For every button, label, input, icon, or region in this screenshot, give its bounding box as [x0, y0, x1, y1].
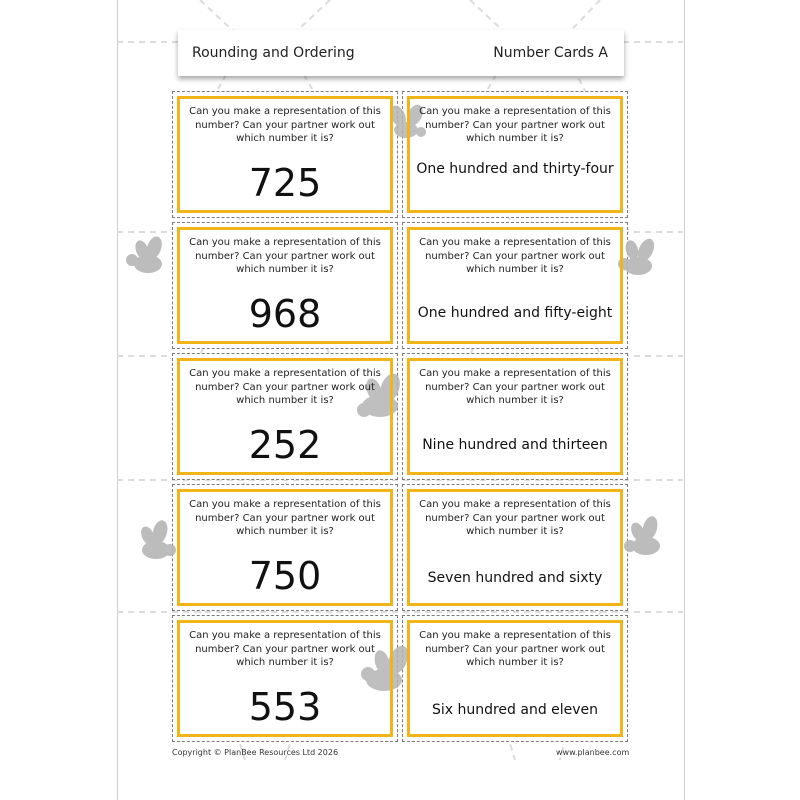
card-prompt: Can you make a representation of this number? Can your partner work out which number it is?	[419, 237, 611, 275]
number-card	[177, 489, 393, 606]
number-card	[177, 96, 393, 213]
number-card	[177, 227, 393, 344]
website-text: www.planbee.com	[556, 748, 630, 757]
word-card	[407, 489, 623, 606]
bee-icon	[620, 516, 670, 560]
card-prompt: Can you make a representation of this number? Can your partner work out which number it is?	[419, 368, 611, 406]
worksheet-title: Rounding and Ordering	[192, 45, 355, 61]
card-prompt: Can you make a representation of this number? Can your partner work out which number it is?	[189, 106, 381, 144]
card-number-words: One hundred and thirty-four	[416, 161, 614, 177]
card-prompt: Can you make a representation of this number? Can your partner work out which number it is?	[419, 499, 611, 537]
card-number: 553	[248, 685, 322, 729]
card-number: 725	[248, 161, 322, 205]
card-number-words: Nine hundred and thirteen	[422, 437, 608, 453]
card-prompt: Can you make a representation of this number? Can your partner work out which number it is?	[189, 237, 381, 275]
card-prompt: Can you make a representation of this number? Can your partner work out which number it is?	[189, 499, 381, 537]
worksheet-subtitle: Number Cards A	[493, 45, 608, 61]
card-prompt: Can you make a representation of this number? Can your partner work out which number it is?	[189, 368, 381, 406]
word-card	[407, 358, 623, 475]
word-card	[407, 96, 623, 213]
worksheet-header	[178, 30, 624, 76]
number-card	[177, 358, 393, 475]
card-number-words: One hundred and fifty-eight	[417, 305, 613, 321]
copyright-text: Copyright © PlanBee Resources Ltd 2026	[172, 748, 339, 757]
card-prompt: Can you make a representation of this number? Can your partner work out which number it is?	[419, 630, 611, 668]
card-number: 750	[248, 554, 322, 598]
bee-icon	[130, 520, 180, 564]
word-card	[407, 620, 623, 737]
card-prompt: Can you make a representation of this number? Can your partner work out which number it is?	[419, 106, 611, 144]
card-number: 252	[248, 423, 322, 467]
card-number-words: Six hundred and eleven	[431, 702, 599, 718]
card-number: 968	[248, 292, 322, 336]
card-number-words: Seven hundred and sixty	[427, 570, 603, 586]
bee-icon	[122, 236, 172, 278]
card-prompt: Can you make a representation of this number? Can your partner work out which number it is?	[189, 630, 381, 668]
number-card	[177, 620, 393, 737]
word-card	[407, 227, 623, 344]
